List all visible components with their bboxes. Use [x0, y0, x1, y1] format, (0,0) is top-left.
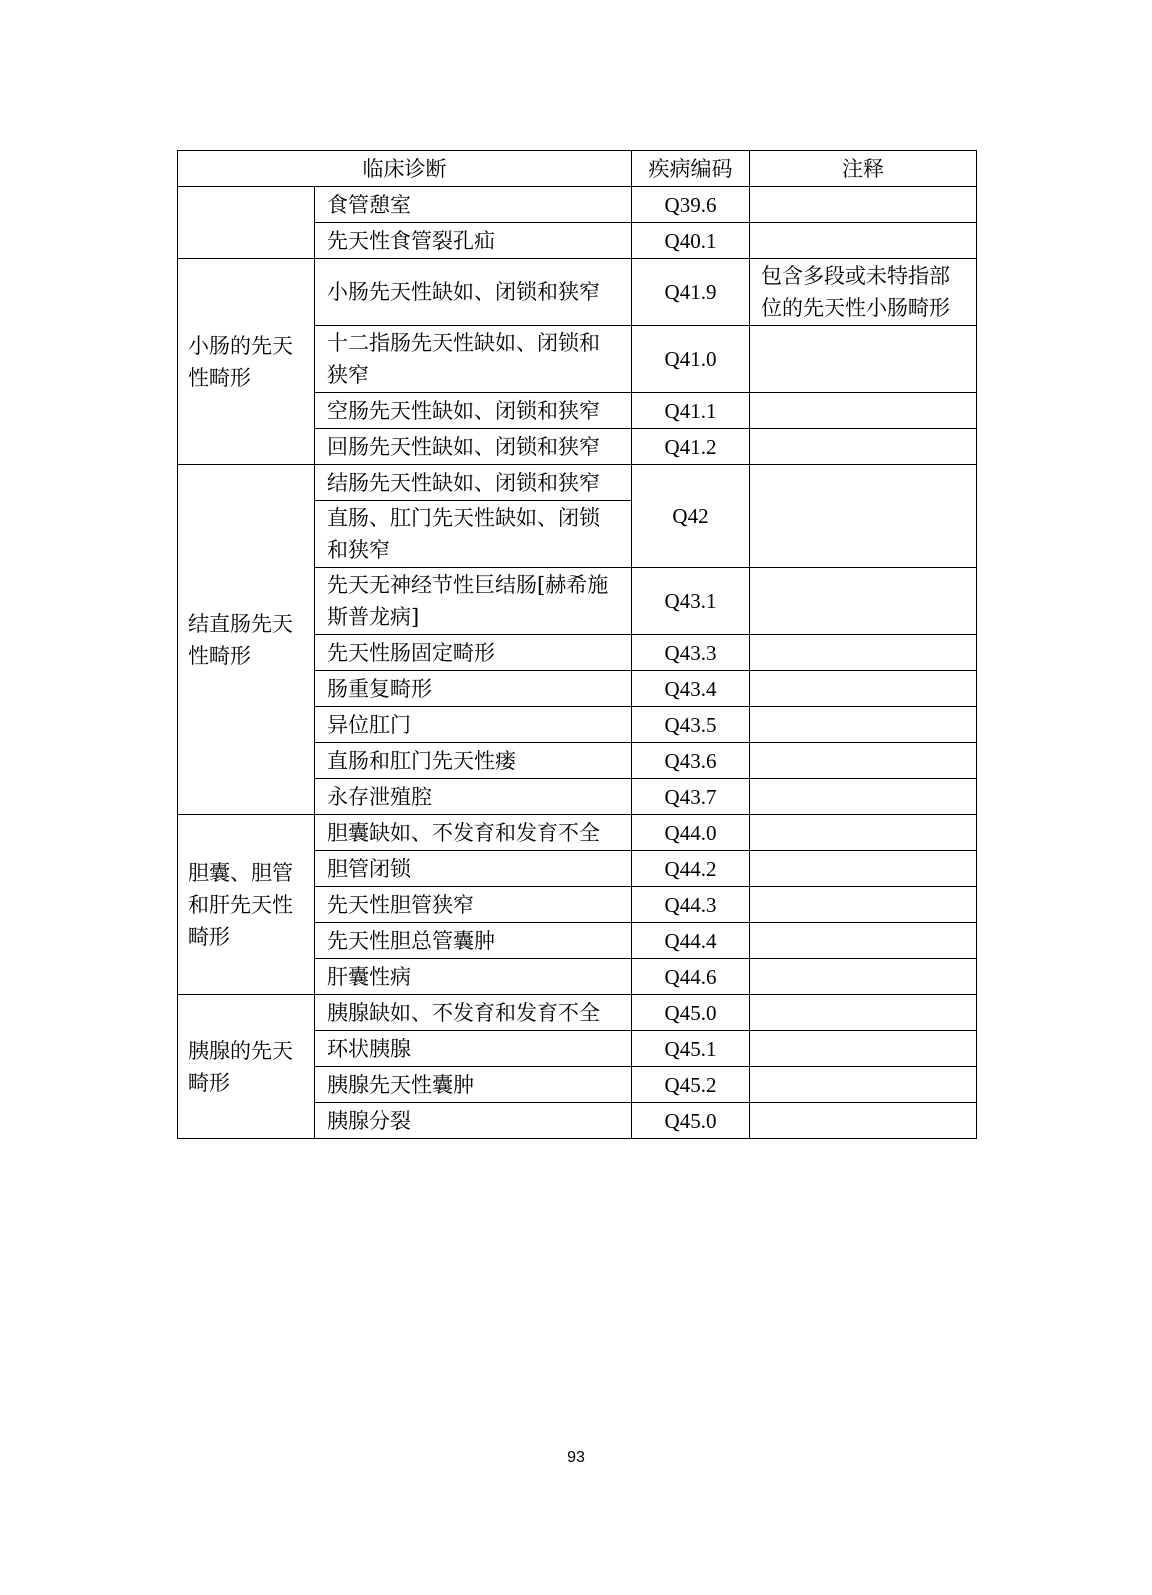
diagnosis-cell: 环状胰腺 — [315, 1031, 632, 1067]
note-cell — [750, 1067, 977, 1103]
diagnosis-cell: 胰腺先天性囊肿 — [315, 1067, 632, 1103]
note-cell — [750, 707, 977, 743]
code-cell: Q43.1 — [632, 568, 750, 635]
code-cell: Q44.0 — [632, 815, 750, 851]
diagnosis-cell: 胆管闭锁 — [315, 851, 632, 887]
category-cell: 胆囊、胆管和肝先天性畸形 — [178, 815, 315, 995]
diagnosis-cell: 空肠先天性缺如、闭锁和狭窄 — [315, 393, 632, 429]
diagnosis-cell: 先天性胆总管囊肿 — [315, 923, 632, 959]
page-number: 93 — [567, 1449, 585, 1466]
diagnosis-cell: 十二指肠先天性缺如、闭锁和狭窄 — [315, 326, 632, 393]
note-cell — [750, 923, 977, 959]
diagnosis-code-table — [177, 150, 977, 1139]
code-cell: Q44.2 — [632, 851, 750, 887]
table-row — [178, 259, 977, 326]
diagnosis-cell: 异位肛门 — [315, 707, 632, 743]
code-cell: Q43.6 — [632, 743, 750, 779]
code-cell: Q41.1 — [632, 393, 750, 429]
diagnosis-cell: 先天性胆管狭窄 — [315, 887, 632, 923]
diagnosis-cell: 直肠和肛门先天性瘘 — [315, 743, 632, 779]
note-cell — [750, 887, 977, 923]
diagnosis-cell: 回肠先天性缺如、闭锁和狭窄 — [315, 429, 632, 465]
note-cell — [750, 393, 977, 429]
code-cell: Q44.4 — [632, 923, 750, 959]
table-header-row — [178, 151, 977, 187]
note-cell — [750, 568, 977, 635]
category-cell: 小肠的先天性畸形 — [178, 259, 315, 465]
note-cell — [750, 671, 977, 707]
code-cell: Q45.0 — [632, 1103, 750, 1139]
note-cell — [750, 743, 977, 779]
note-cell: 包含多段或未特指部位的先天性小肠畸形 — [750, 259, 977, 326]
diagnosis-cell: 永存泄殖腔 — [315, 779, 632, 815]
code-cell: Q45.1 — [632, 1031, 750, 1067]
note-cell — [750, 465, 977, 568]
note-cell — [750, 959, 977, 995]
note-cell — [750, 851, 977, 887]
diagnosis-cell: 食管憩室 — [315, 187, 632, 223]
code-cell: Q40.1 — [632, 223, 750, 259]
note-cell — [750, 326, 977, 393]
code-cell: Q44.3 — [632, 887, 750, 923]
table-row — [178, 815, 977, 851]
note-cell — [750, 429, 977, 465]
note-cell — [750, 815, 977, 851]
header-code: 疾病编码 — [632, 151, 750, 187]
diagnosis-cell: 胰腺缺如、不发育和发育不全 — [315, 995, 632, 1031]
category-cell: 结直肠先天性畸形 — [178, 465, 315, 815]
diagnosis-cell: 直肠、肛门先天性缺如、闭锁和狭窄 — [315, 501, 632, 568]
note-cell — [750, 635, 977, 671]
note-cell — [750, 779, 977, 815]
code-cell: Q41.0 — [632, 326, 750, 393]
code-cell: Q44.6 — [632, 959, 750, 995]
code-cell: Q45.0 — [632, 995, 750, 1031]
note-cell — [750, 995, 977, 1031]
code-cell: Q39.6 — [632, 187, 750, 223]
category-cell — [178, 187, 315, 259]
diagnosis-cell: 肝囊性病 — [315, 959, 632, 995]
diagnosis-cell: 小肠先天性缺如、闭锁和狭窄 — [315, 259, 632, 326]
code-cell: Q43.3 — [632, 635, 750, 671]
category-cell: 胰腺的先天畸形 — [178, 995, 315, 1139]
code-cell: Q41.2 — [632, 429, 750, 465]
diagnosis-cell: 先天性肠固定畸形 — [315, 635, 632, 671]
note-cell — [750, 1031, 977, 1067]
table-row — [178, 995, 977, 1031]
diagnosis-cell: 先天无神经节性巨结肠[赫希施斯普龙病] — [315, 568, 632, 635]
code-cell: Q41.9 — [632, 259, 750, 326]
table-row — [178, 465, 977, 501]
code-cell: Q42 — [632, 465, 750, 568]
code-cell: Q43.7 — [632, 779, 750, 815]
diagnosis-cell: 胰腺分裂 — [315, 1103, 632, 1139]
diagnosis-cell: 结肠先天性缺如、闭锁和狭窄 — [315, 465, 632, 501]
note-cell — [750, 187, 977, 223]
note-cell — [750, 1103, 977, 1139]
table-row — [178, 187, 977, 223]
note-cell — [750, 223, 977, 259]
header-diagnosis: 临床诊断 — [178, 151, 632, 187]
code-cell: Q43.4 — [632, 671, 750, 707]
diagnosis-cell: 胆囊缺如、不发育和发育不全 — [315, 815, 632, 851]
code-cell: Q45.2 — [632, 1067, 750, 1103]
diagnosis-cell: 先天性食管裂孔疝 — [315, 223, 632, 259]
header-note: 注释 — [750, 151, 977, 187]
diagnosis-cell: 肠重复畸形 — [315, 671, 632, 707]
code-cell: Q43.5 — [632, 707, 750, 743]
